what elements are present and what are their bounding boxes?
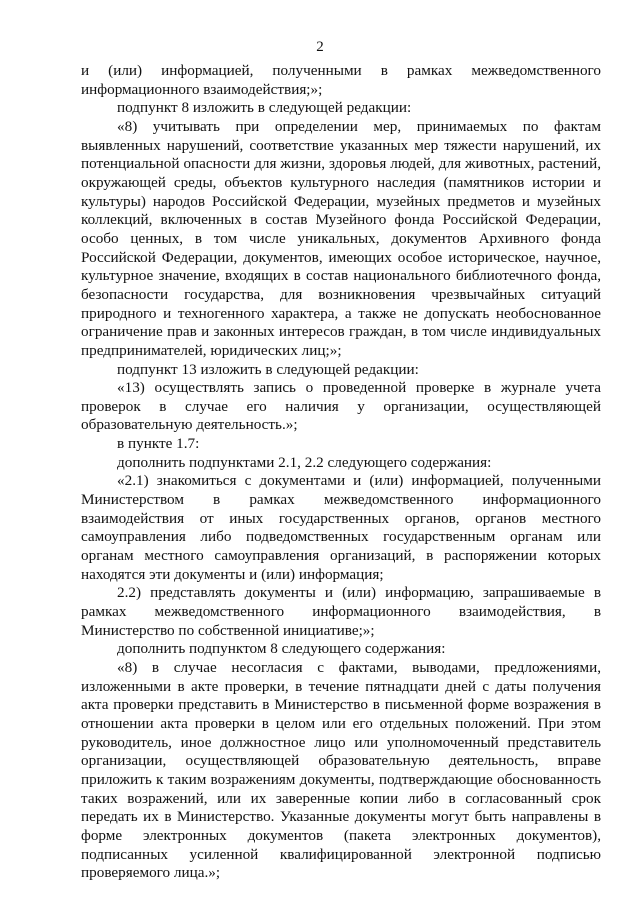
document-body <box>81 62 601 883</box>
paragraph-subpoint-2-2-text: 2.2) представлять документы и (или) информацию, запрашиваемые в рамках межведомственного информационного взаимодействия, в Министерство по собственной инициативе;»; <box>81 584 601 639</box>
paragraph-subpoint-2-1-text: «2.1) знакомиться с документами и (или) информацией, полученными Министерством в рамках межведомственного информационного взаимодействия от иных государственных органов, органов местного самоуправления либо подведомственных государственным органам или органам местного самоуправления организаций, в распоряжении которых находятся эти документы и (или) информация; <box>81 472 601 583</box>
paragraph-new-subpoint-8-text: «8) в случае несогласия с фактами, выводами, предложениями, изложенными в акте проверки, в течение пятнадцати дней с даты получения акта проверки представить в Министерство в письменной форме возражения в отношении акта проверки в целом или его отдельных положений. При этом руководитель, иное должностное лицо или уполномоченный представитель организации, осуществляющей образовательную деятельность, вправе приложить к таким возражениям документы, подтверждающие обоснованность таких возражений, или их заверенные копии либо в согласованный срок передать их в Министерство. Указанные документы могут быть направлены в форме электронных документов (пакета электронных документов), подписанных усиленной квалифицированной электронной подписью проверяемого лица.»; <box>81 659 601 882</box>
paragraph-instruction-subpoint-13: подпункт 13 изложить в следующей редакции: <box>117 360 419 378</box>
paragraph-continuation: и (или) информацией, полученными в рамках межведомственного информационного взаимодействия;»; <box>81 62 601 98</box>
paragraph-instruction-add-8: дополнить подпунктом 8 следующего содержания: <box>117 640 446 658</box>
paragraph-subpoint-8-text: «8) учитывать при определении мер, принимаемых по фактам выявленных нарушений, соответствие указанных мер тяжести нарушений, их потенциальной опасности для жизни, здоровья людей, для животных, растений, окружающей среды, объектов культурного наследия (памятников истории и культуры) народов Российской Федерации, музейных предметов и музейных коллекций, включенных в состав Музейного фонда Российской Федерации, особо ценных, в том числе уникальных, документов Архивного фонда Российской Федерации, документов, имеющих особое историческое, научное, культурное значение, входящих в состав национального библиотечного фонда, безопасности государства, для возникновения чрезвычайных ситуаций природного и техногенного характера, а также не допускать необоснованное ограничение прав и законных интересов граждан, в том числе индивидуальных предпринимателей, юридических лиц;»; <box>81 117 601 359</box>
paragraph-instruction-subpoint-8: подпункт 8 изложить в следующей редакции: <box>117 99 412 117</box>
page-number: 2 <box>316 39 324 55</box>
paragraph-point-1-7: в пункте 1.7: <box>117 435 200 453</box>
paragraph-instruction-add-2-1-2-2: дополнить подпунктами 2.1, 2.2 следующего содержания: <box>117 453 492 471</box>
paragraph-subpoint-13-text: «13) осуществлять запись о проведенной проверке в журнале учета проверок в случае его наличия у организации, осуществляющей образовательную деятельность.»; <box>81 379 601 434</box>
